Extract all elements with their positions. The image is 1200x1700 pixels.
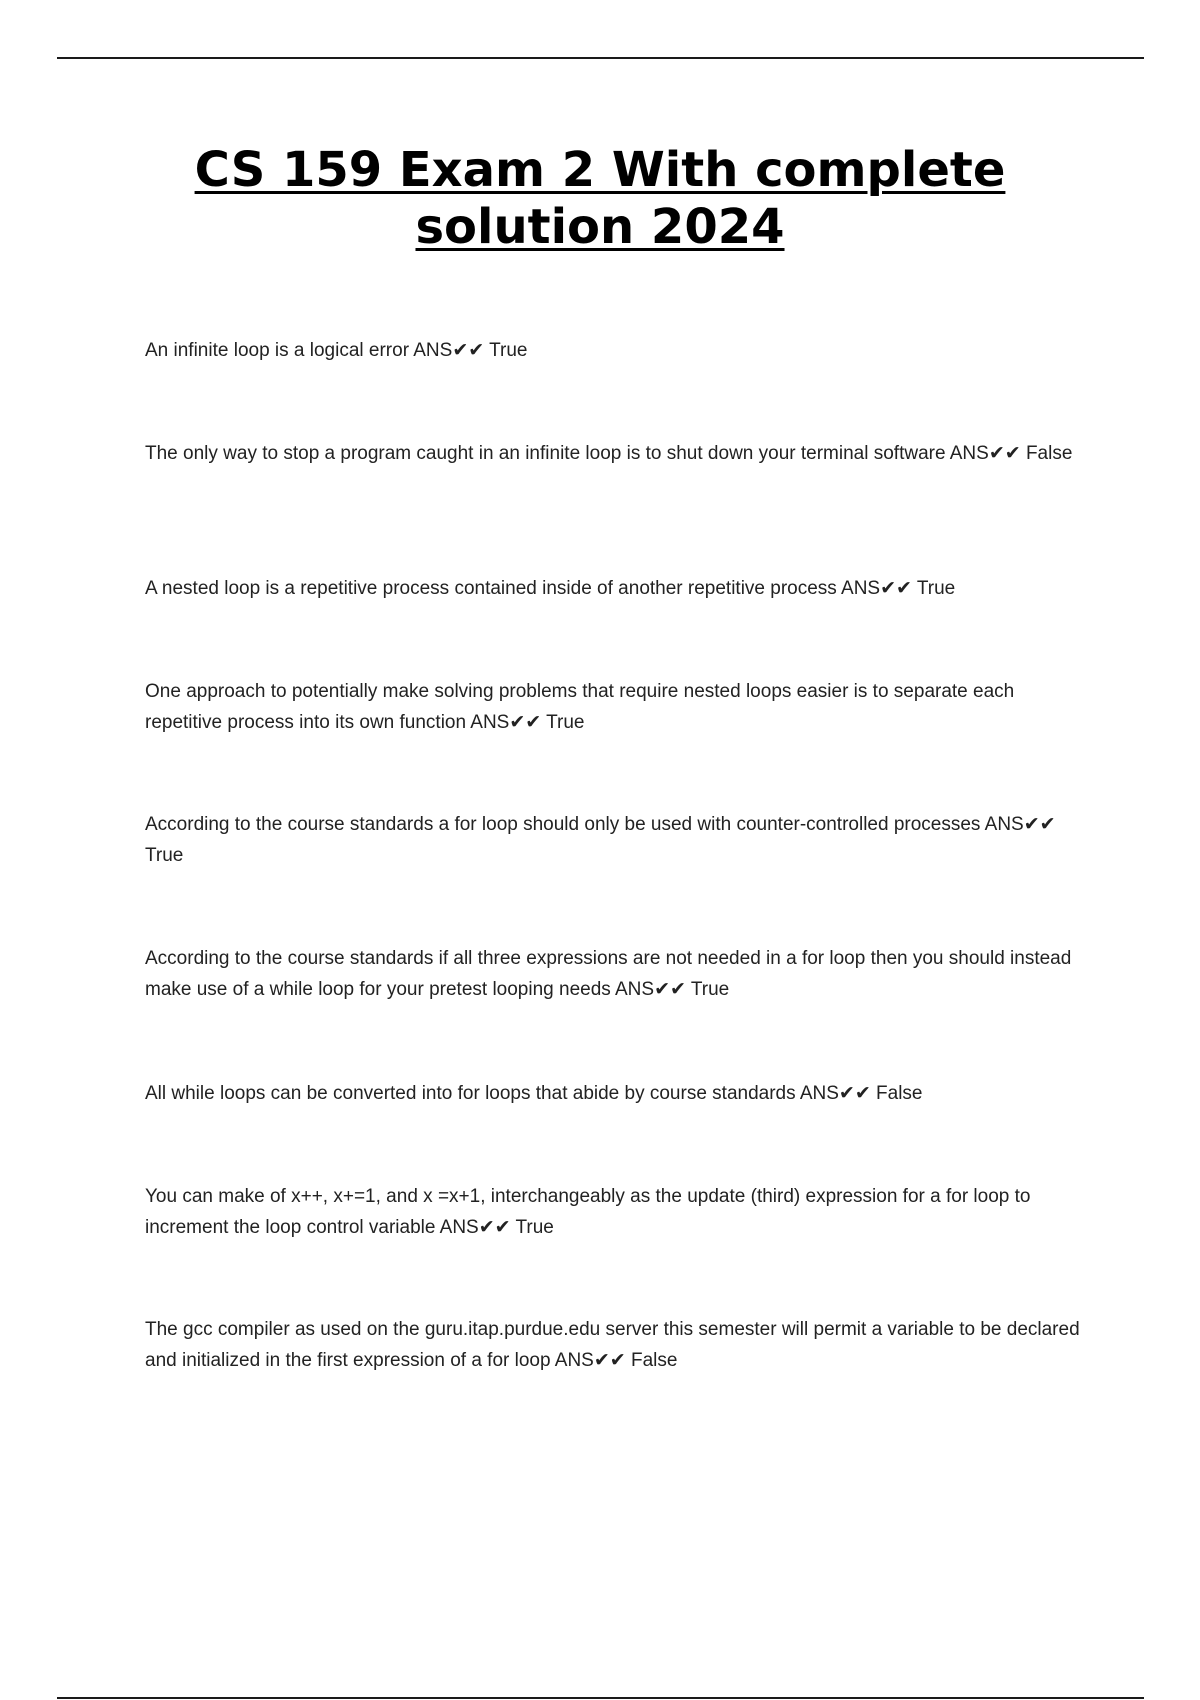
question-item: One approach to potentially make solving problems that require nested loops easier is to separate each repetitive process into its own function ANS✔✔ True [145,681,1015,733]
question-item: A nested loop is a repetitive process contained inside of another repetitive process ANS✔✔ True [145,578,956,599]
question-item: The gcc compiler as used on the guru.itap.purdue.edu server this semester will permit a variable to be declared and initialized in the first expression of a for loop ANS✔✔ False [145,1319,1080,1371]
question-item: The only way to stop a program caught in an infinite loop is to shut down your terminal software ANS✔✔ False [145,443,1073,464]
question-item: All while loops can be converted into for loops that abide by course standards ANS✔✔ False [145,1083,923,1104]
title-line-1: CS 159 Exam 2 With complete [194,142,1006,198]
bottom-divider [57,1697,1144,1699]
question-item: According to the course standards a for loop should only be used with counter-controlled processes ANS✔✔ True [145,814,1056,866]
question-item: An infinite loop is a logical error ANS✔✔ True [145,340,528,361]
title-line-2: solution 2024 [415,199,785,255]
question-item: You can make of x++, x+=1, and x =x+1, interchangeably as the update (third) expression for a for loop to increment the loop control variable ANS✔✔ True [145,1186,1031,1238]
question-item: According to the course standards if all three expressions are not needed in a for loop then you should instead make use of a while loop for your pretest looping needs ANS✔✔ True [145,948,1072,1000]
